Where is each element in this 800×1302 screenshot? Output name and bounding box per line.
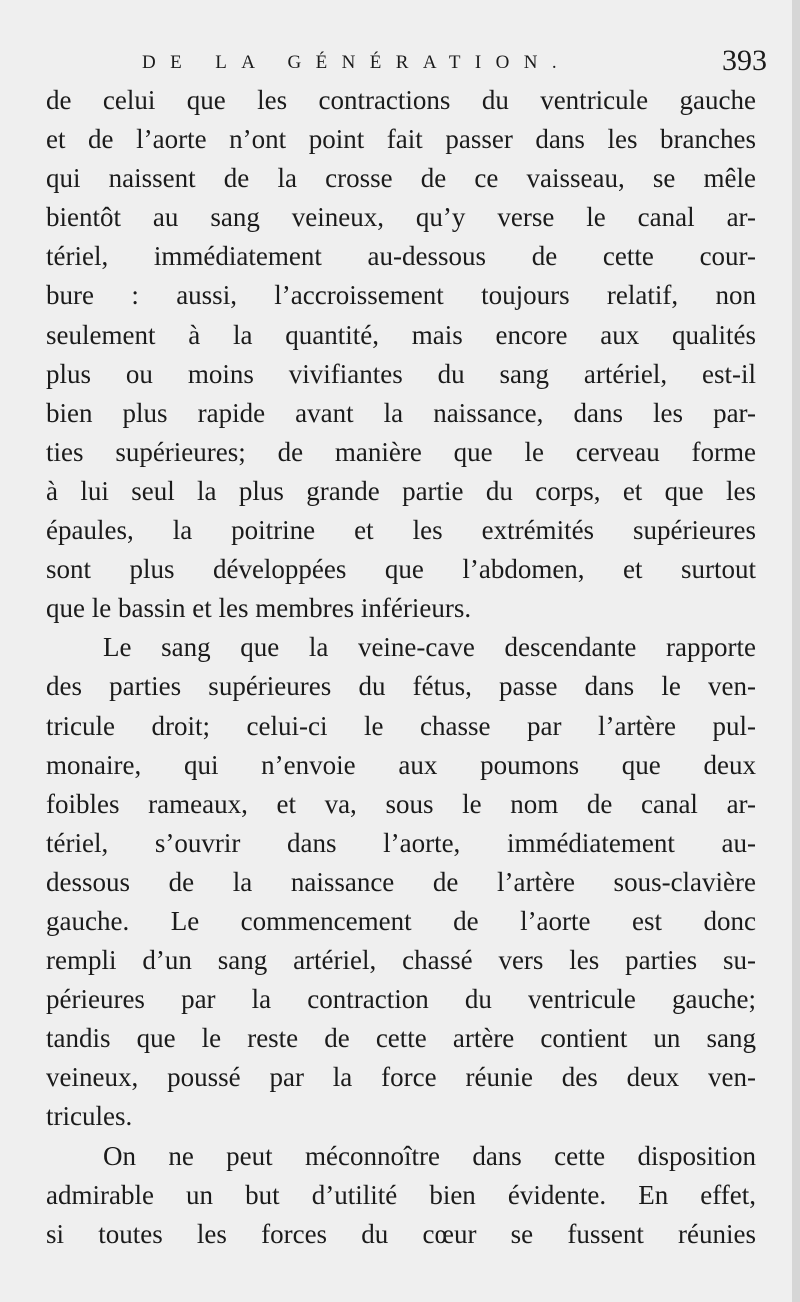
text-line: tricules.	[46, 1101, 133, 1132]
paragraph-2	[46, 628, 756, 1136]
page-edge-shadow	[792, 0, 800, 1302]
text-line: foibles rameaux, et va, sous le nom de canal ar-	[46, 788, 756, 819]
text-line: bure : aussi, l’accroissement toujours relatif, non	[46, 280, 756, 311]
paragraph-1	[46, 81, 756, 628]
text-line: des parties supérieures du fétus, passe dans le ven-	[46, 671, 756, 702]
text-line: rempli d’un sang artériel, chassé vers les parties su-	[46, 945, 756, 976]
text-line: tériel, immédiatement au-dessous de cette cour-	[46, 241, 756, 272]
text-line: si toutes les forces du cœur se fussent réunies	[46, 1218, 756, 1249]
text-line: sont plus développées que l’abdomen, et surtout	[46, 554, 756, 585]
text-line: bien plus rapide avant la naissance, dans les par-	[46, 397, 756, 428]
text-line: dessous de la naissance de l’artère sous-clavière	[46, 866, 756, 897]
text-line: monaire, qui n’envoie aux poumons que deux	[46, 749, 756, 780]
text-line: tériel, s’ouvrir dans l’aorte, immédiatement au-	[46, 827, 756, 858]
text-line: que le bassin et les membres inférieurs.	[46, 593, 472, 624]
text-line: Le sang que la veine-cave descendante rapporte	[103, 632, 756, 663]
text-line: bientôt au sang veineux, qu’y verse le canal ar-	[46, 202, 756, 233]
text-line: ties supérieures; de manière que le cerveau forme	[46, 436, 756, 467]
text-line: épaules, la poitrine et les extrémités supérieures	[46, 515, 756, 546]
text-line: plus ou moins vivifiantes du sang artériel, est-il	[46, 358, 756, 389]
text-line: gauche. Le commencement de l’aorte est donc	[46, 905, 756, 936]
page-header	[142, 44, 767, 84]
page-number: 393	[722, 44, 767, 77]
text-line: On ne peut méconnoître dans cette disposition	[103, 1140, 756, 1171]
body-text	[46, 81, 756, 1254]
running-title: DE LA GÉNÉRATION.	[142, 52, 571, 73]
paragraph-3	[46, 1137, 756, 1254]
text-line: admirable un but d’utilité bien évidente. En effet,	[46, 1179, 756, 1210]
text-line: tandis que le reste de cette artère contient un sang	[46, 1023, 756, 1054]
text-line: qui naissent de la crosse de ce vaisseau, se mêle	[46, 163, 756, 194]
text-line: tricule droit; celui-ci le chasse par l’artère pul-	[46, 710, 756, 741]
text-line: veineux, poussé par la force réunie des deux ven-	[46, 1062, 756, 1093]
text-line: seulement à la quantité, mais encore aux qualités	[46, 319, 756, 350]
text-line: et de l’aorte n’ont point fait passer dans les branches	[46, 124, 756, 155]
text-line: périeures par la contraction du ventricule gauche;	[46, 984, 756, 1015]
text-line: de celui que les contractions du ventricule gauche	[46, 85, 756, 115]
text-line: à lui seul la plus grande partie du corps, et que les	[46, 475, 756, 506]
